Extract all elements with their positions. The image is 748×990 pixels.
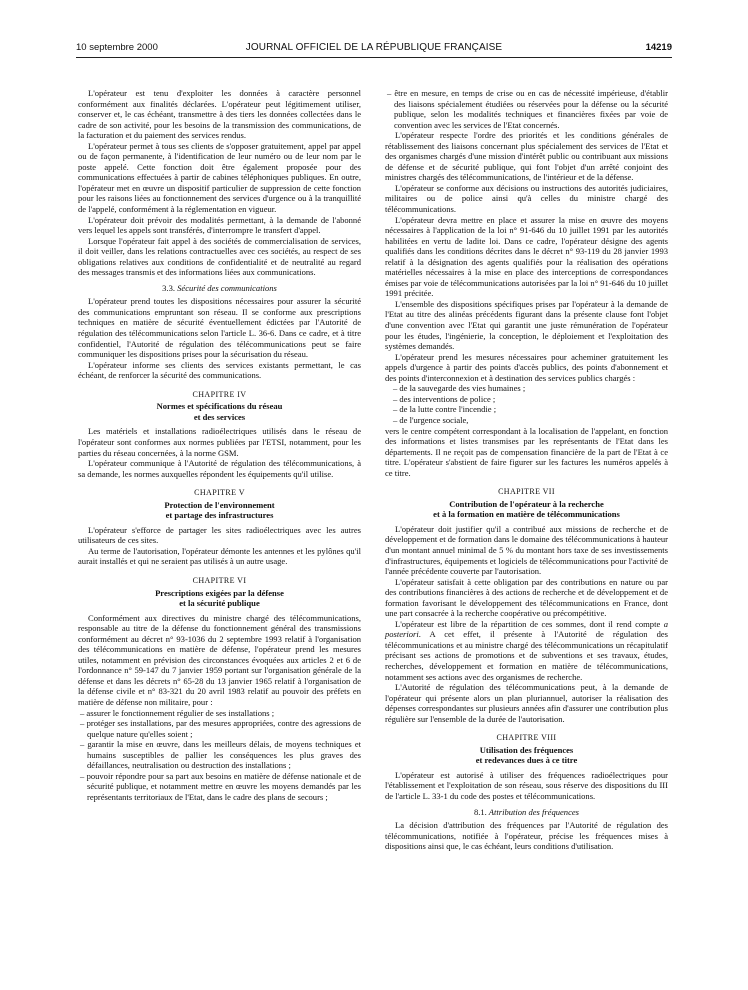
chapter-title-v	[78, 500, 361, 521]
list-item: – de la sauvegarde des vies humaines ;	[393, 383, 526, 394]
paragraph: L'opérateur doit justifier qu'il a contribué aux missions de recherche et de développement et de formation dans le domaine des télécommunications à hauteur d'un montant annuel minimal de 5 % du montant hors taxe de ses investissements d'infrastructures, équipements et logiciels de télécommunications pour l'activité de l'année précédente couverte par l'autorisation.	[385, 523, 668, 577]
header-page-number: 14219	[645, 42, 672, 53]
chapter-title-iv	[78, 401, 361, 422]
section-title: Sécurité des communications	[177, 282, 277, 293]
dash-list	[385, 88, 668, 130]
list-item: – protéger ses installations, par des mesures appropriées, contre des agressions de quelque nature qu'elles soient ;	[80, 718, 361, 739]
chapter-title-vii	[385, 499, 668, 520]
paragraph: L'opérateur respecte l'ordre des priorités et les conditions générales de rétablissement des liaisons concernant plus spécialement des services de l'Etat et des organismes chargés d'une mission d'intérêt public ou contribuant aux missions de défense et de sécurité publique, qui font l'objet d'un arrêté conjoint des ministres chargés des télécommunications, de l'intérieur et de la défense.	[385, 130, 668, 183]
dash-list	[78, 708, 361, 803]
paragraph: Au terme de l'autorisation, l'opérateur démonte les antennes et les pylônes qu'il aurait installés et qui ne seraient pas utilisés à un autre usage.	[78, 545, 361, 567]
section-heading-8-1	[385, 807, 668, 818]
chapter-label-v: CHAPITRE V	[194, 488, 245, 498]
paragraph: L'opérateur se conforme aux décisions ou instructions des autorités judiciaires, militaires ou de police ainsi qu'à celles du ministre chargé des télécommunications.	[385, 182, 668, 215]
paragraph: L'opérateur devra mettre en place et assurer la mise en œuvre des moyens nécessaires à l'application de la loi n° 91-646 du 10 juillet 1991 par les autorités habilitées en vertu de ladite loi. Dans ce cadre, l'opérateur désigne des agents qualifiés dans les conditions décrites dans le décret n° 93-119 du 28 janvier 1993 relatif à la désignation des agents qualifiés pour la réalisation des opérations matérielles nécessaires à la mise en place des interceptions de correspondances émises par voie de télécommunications autorisées par la loi n° 91-646 du 10 juillet 1991 précitée.	[385, 214, 668, 299]
chapter-title-line: Normes et spécifications du réseau	[156, 401, 283, 412]
chapter-label-iv: CHAPITRE IV	[192, 389, 247, 399]
paragraph	[385, 619, 668, 682]
chapter-title-line: Utilisation des fréquences	[479, 744, 574, 755]
paragraph: L'opérateur permet à tous ses clients de s'opposer gratuitement, appel par appel ou de façon permanente, à l'identification de leur numéro ou de leur nom par le poste appelé. Cette fonction doit être également proposée pour des communications effectuées à partir de cabines téléphoniques publiques. En outre, l'opérateur met en œuvre un dispositif particulier de suppression de cette fonction pour les raisons liées au fonctionnement des services d'urgence ou à la tranquillité de l'appelé, conformément à la réglementation en vigueur.	[78, 140, 361, 215]
text-run: . A cet effet, il présente à l'Autorité de régulation des télécommunications et au ministre chargé des télécommunications un récapitulatif précisant ses actions de promotions et de subventions et ses travaux, études, recherches, développement et formation en matière de télécommunications, notamment ses actions avec des organismes de recherche.	[385, 629, 668, 682]
list-item: – assurer le fonctionnement régulier de ses installations ;	[80, 707, 275, 718]
page-header	[76, 42, 672, 56]
section-number: 8.1.	[473, 806, 487, 817]
left-column	[78, 88, 361, 802]
paragraph: L'opérateur est autorisé à utiliser des fréquences radioélectriques pour l'établissement et l'exploitation de son réseau, sous réserve des dispositions du III de l'article L. 33-1 du code des postes et télécommunications.	[385, 769, 668, 801]
paragraph: L'opérateur doit prévoir des modalités permettant, à la demande de l'abonné vers lequel les appels sont transférés, d'interrompre le transfert d'appel.	[78, 214, 361, 236]
paragraph: L'opérateur communique à l'Autorité de régulation des télécommunications, à sa demande, les normes auxquelles répondent les équipements qu'il utilise.	[78, 458, 361, 479]
paragraph: L'opérateur prend toutes les dispositions nécessaires pour assurer la sécurité des communications empruntant son réseau. Il se conforme aux prescriptions techniques en matière de sécurité éventuellement édictées par l'Autorité de régulation des télécommunications selon l'article L. 36-6. Dans ce cadre, et à titre confidentiel, l'Autorité de régulation des télécommunications peut se faire communiquer les dispositions prises pour la sécurisation du réseau.	[78, 296, 361, 360]
chapter-title-line: Protection de l'environnement	[164, 499, 275, 510]
header-rule	[76, 57, 672, 58]
list-item: – être en mesure, en temps de crise ou en cas de nécessité impérieuse, d'établir des liaisons spécialement étudiées ou réservées pour la défense ou la sécurité publique, selon les modalités techniques et financières fixées par voie de convention avec les services de l'Etat concernés.	[387, 88, 668, 130]
chapter-title-line: Prescriptions exigées par la défense	[155, 587, 284, 598]
chapter-title-line: Contribution de l'opérateur à la recherche	[449, 498, 604, 509]
paragraph: La décision d'attribution des fréquences par l'Autorité de régulation des télécommunications, notifiée à l'opérateur, précise les fréquences mises à dispositions ainsi que, le cas échéant, leurs conditions d'utilisation.	[385, 820, 668, 852]
chapter-title-line: et des services	[193, 411, 246, 422]
list-item: – des interventions de police ;	[393, 393, 496, 404]
italic-run: a posteriori	[385, 618, 668, 640]
paragraph: vers le centre compétent correspondant à la localisation de l'appelant, en fonction des informations et listes transmises par les représentants de l'Etat dans les départements. Il ne reçoit pas de compensation financière de la part de l'Etat à ce titre. L'opérateur s'abstient de faire figurer sur les factures les numéros appelés à ce titre.	[385, 425, 668, 478]
chapter-label-vii: CHAPITRE VII	[498, 487, 555, 497]
paragraph: Conformément aux directives du ministre chargé des télécommunications, responsable au titre de la défense du fonctionnement général des transmissions conformément au décret n° 93-1036 du 2 septembre 1993 relatif à l'organisation des télécommunications en matière de défense, l'opérateur prend les mesures utiles, notamment en prévision des circonstances évoquées aux articles 2 et 6 de l'ordonnance n° 59-147 du 7 janvier 1959 portant sur l'organisation générale de la défense et dans les décrets n° 65-28 du 13 janvier 1965 relatif à l'organisation de la défense civile et n° 83-321 du 20 avril 1983 relatif au pouvoir des préfets en matière de défense non militaire, pour :	[78, 612, 361, 707]
list-item: – garantir la mise en œuvre, dans les meilleurs délais, de moyens techniques et humains susceptibles de pallier les conséquences les plus graves des défaillances, neutralisation ou destruction des installations ;	[80, 739, 361, 771]
list-item: – de l'urgence sociale,	[393, 414, 469, 425]
section-heading-3-3	[78, 283, 361, 294]
paragraph: L'Autorité de régulation des télécommunications peut, à la demande de l'opérateur qui présente alors un plan pluriannuel, autoriser la réalisation des dépenses correspondantes sur plusieurs années afin d'assurer une contribution plus régulière sur l'ensemble de la durée de l'autorisation.	[385, 682, 668, 724]
paragraph: L'opérateur s'efforce de partager les sites radioélectriques avec les autres utilisateurs de ces sites.	[78, 524, 361, 546]
paragraph: L'opérateur est tenu d'exploiter les données à caractère personnel conformément aux finalités déclarées. L'opérateur peut légitimement utiliser, conserver et, le cas échéant, transmettre à des tiers les données collectées dans le cadre de son activité, pour les besoins de la transmission des communications, de la facturation et du paiement des services rendus.	[78, 88, 361, 141]
text-run: L'opérateur est libre de la répartition de ces sommes, dont il rend compte	[395, 618, 664, 629]
emergency-services-list	[393, 383, 668, 425]
chapter-title-line: et à la formation en matière de télécommunications	[433, 509, 620, 520]
section-number: 3.3.	[162, 282, 175, 293]
paragraph: L'opérateur informe ses clients des services existants permettant, le cas échéant, de renforcer la sécurité des communications.	[78, 359, 361, 381]
paragraph: Les matériels et installations radioélectriques utilisés dans le réseau de l'opérateur sont conformes aux normes publiées par l'ETSI, notamment, pour les parties du réseau concernées, à la norme GSM.	[78, 426, 361, 458]
chapter-title-line: et redevances dues à ce titre	[475, 755, 578, 766]
section-title: Attribution des fréquences	[488, 806, 579, 817]
chapter-label-viii: CHAPITRE VIII	[496, 733, 557, 743]
chapter-title-line: et la sécurité publique	[179, 598, 260, 609]
paragraph: L'opérateur prend les mesures nécessaires pour acheminer gratuitement les appels d'urgence à partir des points d'accès publics, des points d'abonnement et des points d'interconnexion et à destination des services publics chargés :	[385, 351, 668, 383]
list-item: – pouvoir répondre pour sa part aux besoins en matière de défense nationale et de sécurité publique, et notamment mettre en œuvre les moyens demandés par les représentants territoriaux de l'Etat, dans le cadre des plans de secours ;	[80, 770, 361, 802]
chapter-title-vi	[78, 588, 361, 609]
paragraph: L'opérateur satisfait à cette obligation par des contributions en nature ou par des contributions financières à des actions de recherche et de développement et de formation favorisant le développement des télécommunications en France, dont une part consacrée à la recherche coopérative ou précompétitive.	[385, 576, 668, 619]
paragraph: Lorsque l'opérateur fait appel à des sociétés de commercialisation de services, il doit veiller, dans les relations contractuelles avec ces sociétés, au respect de ses obligations relatives aux conditions de confidentialité et de neutralité au regard des messages transmis et des informations liées aux communications.	[78, 235, 361, 278]
paragraph: L'ensemble des dispositions spécifiques prises par l'opérateur à la demande de l'Etat au titre des alinéas précédents figurant dans la présente clause font l'objet d'une convention avec l'Etat qui garantit une juste rémunération de l'opérateur pour les études, l'ingénierie, la conception, le déploiement et l'exploitation des systèmes demandés.	[385, 298, 668, 352]
list-item: – de la lutte contre l'incendie ;	[393, 404, 497, 415]
header-date: 10 septembre 2000	[76, 42, 158, 53]
right-column	[385, 88, 668, 852]
chapter-title-line: et partage des infrastructures	[165, 510, 274, 521]
header-title: JOURNAL OFFICIEL DE LA RÉPUBLIQUE FRANÇAISE	[245, 42, 503, 53]
chapter-label-vi: CHAPITRE VI	[192, 575, 247, 585]
chapter-title-viii	[385, 745, 668, 766]
